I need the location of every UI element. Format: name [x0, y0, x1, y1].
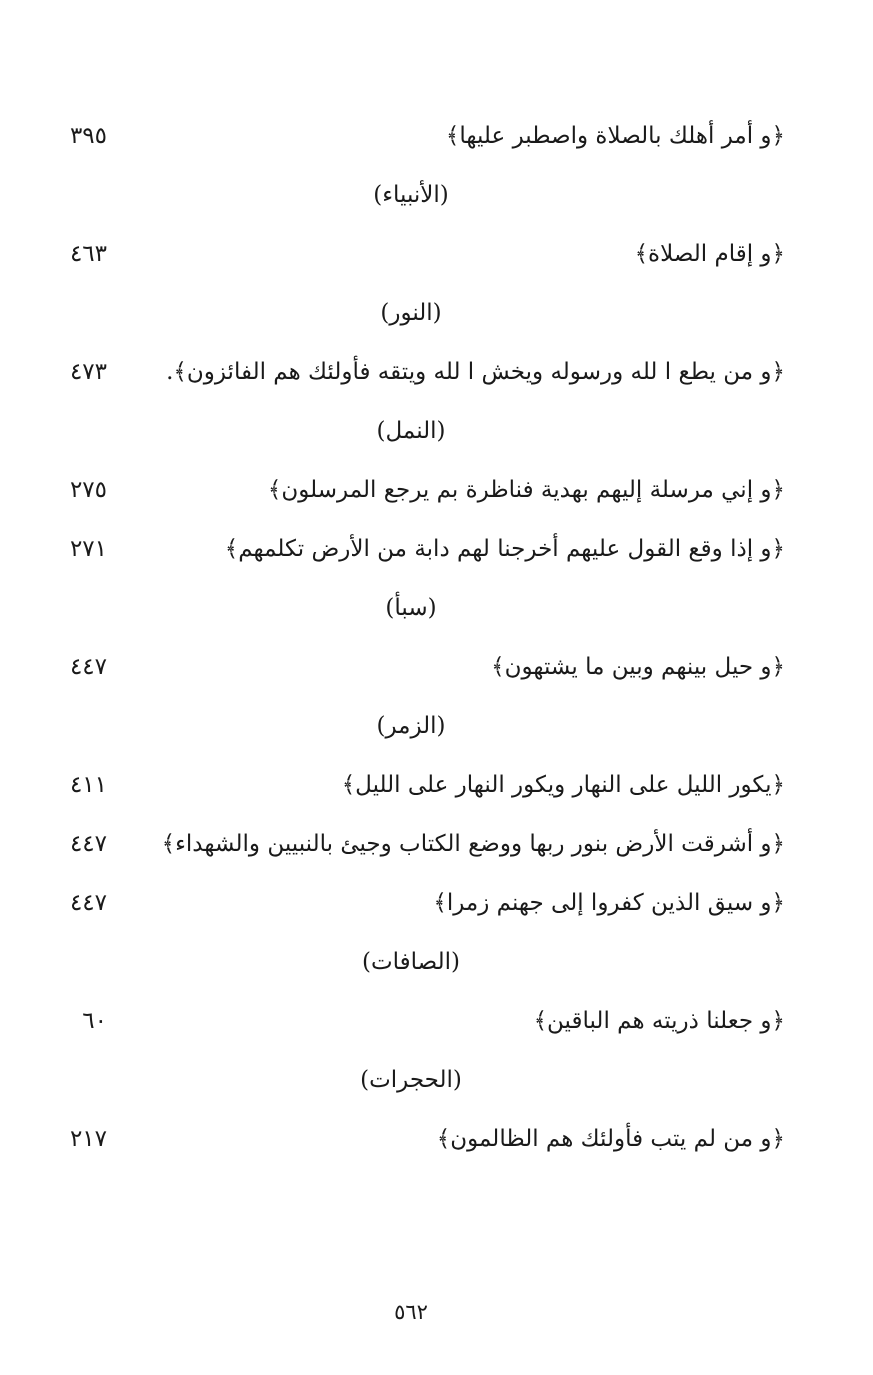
verse-index-list [0, 108, 873, 1170]
surah-heading-row [0, 403, 873, 462]
page-reference: ٢٧١ [69, 536, 107, 562]
verse-row [0, 108, 873, 167]
verse-row [0, 816, 873, 875]
surah-heading: (النور) [380, 300, 442, 326]
page-reference: ٤٤٧ [69, 654, 107, 680]
verse-text: ﴿و جعلنا ذريته هم الباقين﴾ [533, 1008, 785, 1034]
verse-text: ﴿و حيل بينهم وبين ما يشتهون﴾ [491, 654, 785, 680]
surah-heading-row [0, 1052, 873, 1111]
page-reference: ٤١١ [69, 772, 107, 798]
verse-text: ﴿و أشرقت الأرض بنور ربها ووضع الكتاب وجيئ بالنبيين والشهداء﴾ [161, 831, 785, 857]
page-number: ٥٦٢ [394, 1300, 428, 1324]
verse-text: ﴿و أمر أهلك بالصلاة واصطبر عليها﴾ [445, 123, 785, 149]
surah-heading-row [0, 698, 873, 757]
verse-row [0, 226, 873, 285]
verse-row [0, 521, 873, 580]
page-reference: ٢٧٥ [69, 477, 107, 503]
surah-heading: (الحجرات) [360, 1067, 462, 1093]
surah-heading: (سبأ) [385, 595, 437, 621]
verse-row [0, 757, 873, 816]
verse-text: ﴿و إقام الصلاة﴾ [634, 241, 785, 267]
page-reference: ٦٠ [82, 1008, 107, 1034]
page-reference: ٤٤٧ [69, 890, 107, 916]
verse-text: ﴿و إذا وقع القول عليهم أخرجنا لهم دابة من الأرض تكلمهم﴾ [224, 536, 785, 562]
verse-row [0, 344, 873, 403]
verse-row [0, 639, 873, 698]
surah-heading-row [0, 285, 873, 344]
page-reference: ٤٤٧ [69, 831, 107, 857]
page-reference: ٢١٧ [69, 1126, 107, 1152]
surah-heading: (الأنبياء) [373, 182, 449, 208]
verse-text: ﴿و إني مرسلة إليهم بهدية فناظرة بم يرجع المرسلون﴾ [267, 477, 785, 503]
verse-text: ﴿و من لم يتب فأولئك هم الظالمون﴾ [436, 1126, 785, 1152]
verse-text: ﴿يكور الليل على النهار ويكور النهار على الليل﴾ [341, 772, 785, 798]
surah-heading-row [0, 934, 873, 993]
page-reference: ٣٩٥ [69, 123, 107, 149]
verse-row [0, 1111, 873, 1170]
surah-heading: (النمل) [376, 418, 446, 444]
verse-row [0, 462, 873, 521]
verse-text: ﴿و من يطع ا لله ورسوله ويخش ا لله ويتقه فأولئك هم الفائزون﴾. [166, 359, 785, 385]
surah-heading: (الزمر) [376, 713, 446, 739]
surah-heading-row [0, 580, 873, 639]
surah-heading-row [0, 167, 873, 226]
verse-row [0, 875, 873, 934]
surah-heading: (الصافات) [362, 949, 460, 975]
page-reference: ٤٦٣ [69, 241, 107, 267]
verse-row [0, 993, 873, 1052]
verse-text: ﴿و سيق الذين كفروا إلى جهنم زمرا﴾ [433, 890, 785, 916]
page-reference: ٤٧٣ [69, 359, 107, 385]
